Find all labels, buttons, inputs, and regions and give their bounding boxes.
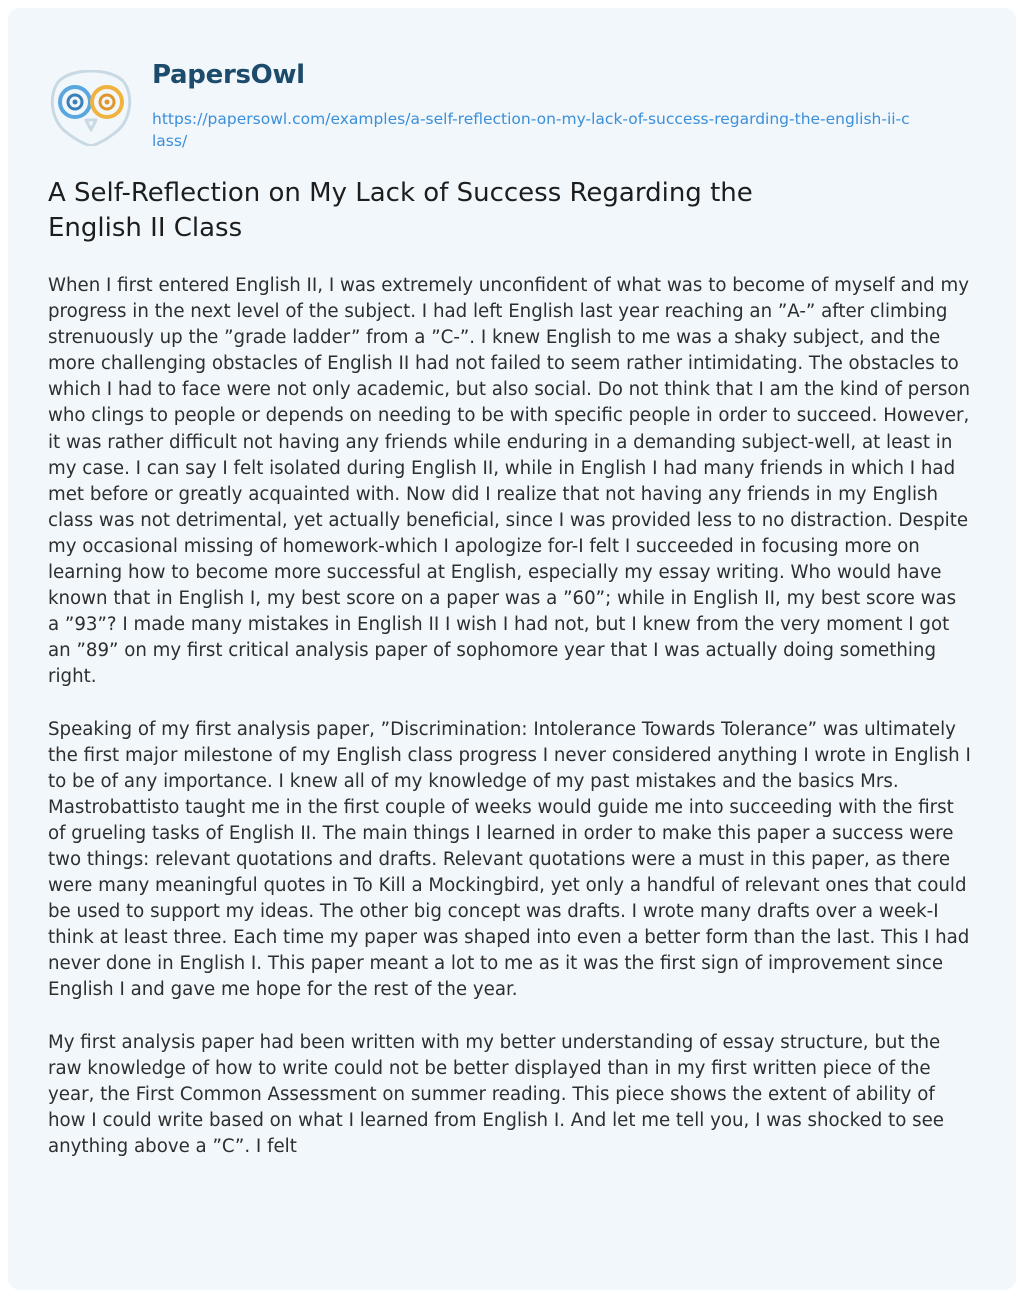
article-title: A Self-Reflection on My Lack of Success Regarding the English II Class <box>48 178 753 243</box>
site-header <box>48 58 948 158</box>
article-body <box>48 273 972 1186</box>
brand-name: PapersOwl <box>152 60 305 90</box>
owl-logo-icon <box>48 70 134 146</box>
article-paragraph: Speaking of my first analysis paper, ”Discrimination: Intolerance Towards Tolerance” was ultimately the first major milestone of my English class progress I never considered anything I wrote in English I to be of any importance. I knew all of my knowledge of my past mistakes and the basics Mrs. Mastrobattisto taught me in the first couple of weeks would guide me into succeeding with the first of grueling tasks of English II. The main things I learned in order to make this paper a success were two things: relevant quotations and drafts. Relevant quotations were a must in this paper, as there were many meaningful quotes in To Kill a Mockingbird, yet only a handful of relevant ones that could be used to support my ideas. The other big concept was drafts. I wrote many drafts over a week-I think at least three. Each time my paper was shaped into even a better form than the last. This I had never done in English I. This paper meant a lot to me as it was the first sign of improvement since English I and gave me hope for the rest of the year. <box>48 718 971 1001</box>
article-paragraph: When I first entered English II, I was extremely unconfident of what was to become of myself and my progress in the next level of the subject. I had left English last year reaching an ”A-” after climbing strenuously up the ”grade ladder” from a ”C-”. I knew English to me was a shaky subject, and the more challenging obstacles of English II had not failed to seem rather intimidating. The obstacles to which I had to face were not only academic, but also social. Do not think that I am the kind of person who clings to people or depends on needing to be with specific people in order to succeed. However, it was rather difficult not having any friends while enduring in a demanding subject-well, at least in my case. I can say I felt isolated during English II, while in English I had many friends in which I had met before or greatly acquainted with. Now did I realize that not having any friends in my English class was not detrimental, yet actually beneficial, since I was provided less to no distraction. Despite my occasional missing of homework-which I apologize for-I felt I succeeded in focusing more on learning how to become more successful at English, especially my essay writing. Who would have known that in English I, my best score on a paper was a ”60”; while in English II, my best score was a ”93”? I made many mistakes in English II I wish I had not, but I knew from the very moment I got an ”89” on my first critical analysis paper of sophomore year that I was actually doing something right. <box>48 275 970 688</box>
article-paragraph: My first analysis paper had been written with my better understanding of essay structure, but the raw knowledge of how to write could not be better displayed than in my first written piece of the year, the First Common Assessment on summer reading. This piece shows the extent of ability of how I could write based on what I learned from English I. And let me tell you, I was shocked to see anything above a ”C”. I felt <box>48 1031 944 1157</box>
source-url-link[interactable]: https://papersowl.com/examples/a-self-reflection-on-my-lack-of-success-regarding-the-english-ii-class/ <box>152 110 910 150</box>
